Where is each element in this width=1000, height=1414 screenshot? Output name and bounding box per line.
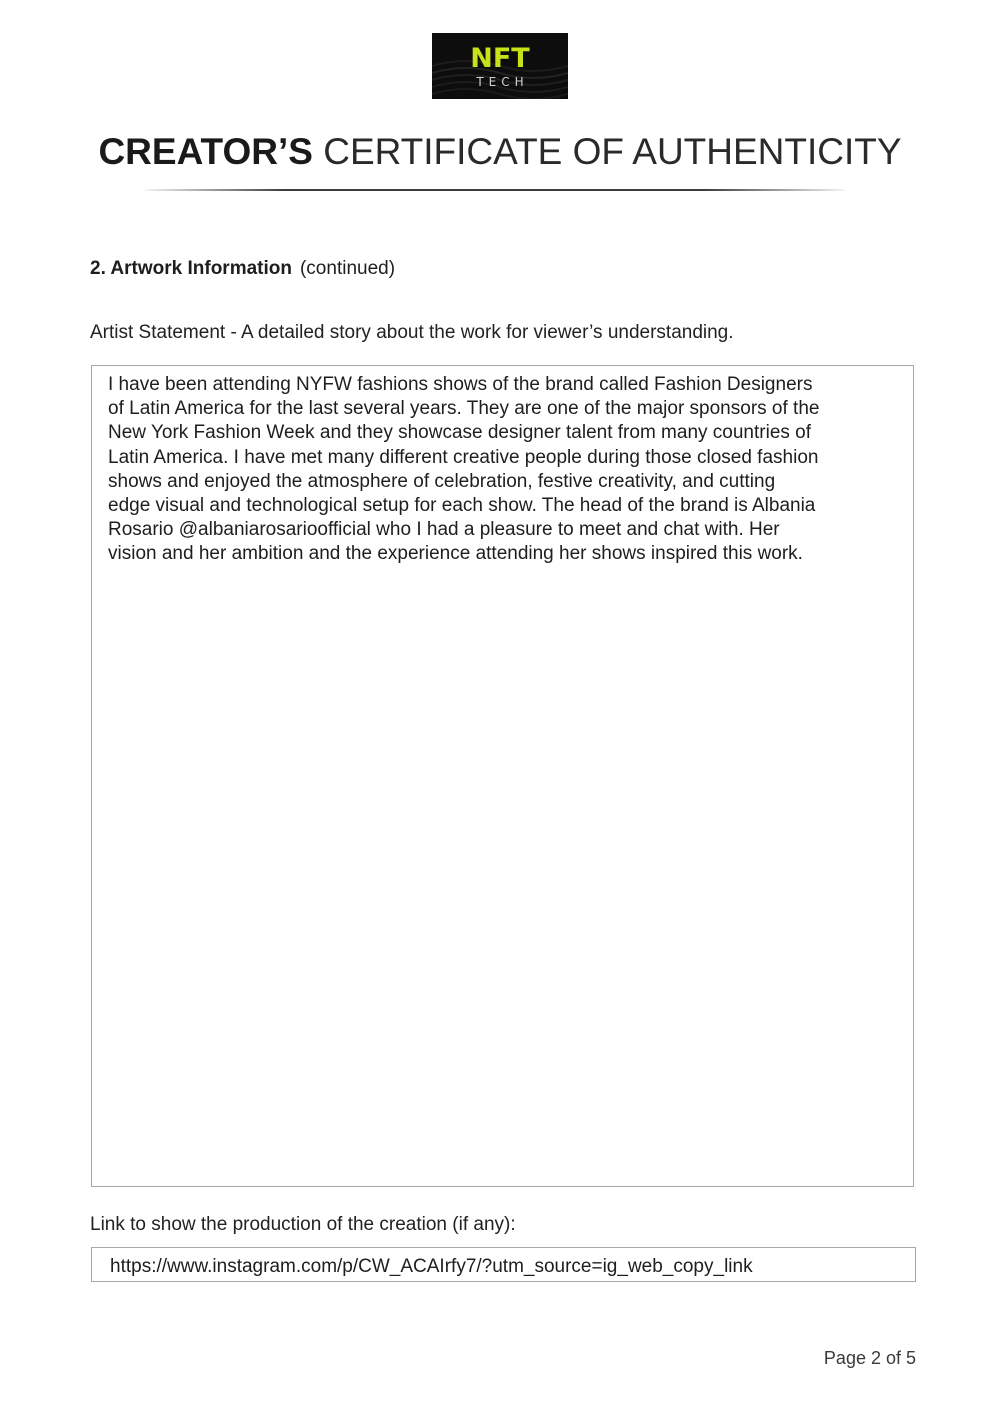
- logo-main-text: NFT: [470, 43, 530, 74]
- artist-statement-text: [108, 373, 893, 567]
- artist-statement-label: Artist Statement - A detailed story about the work for viewer’s understanding.: [90, 322, 734, 343]
- section-heading-text: 2. Artwork Information: [90, 258, 292, 279]
- page-number: Page 2 of 5: [823, 1348, 916, 1368]
- title-light: CERTIFICATE OF AUTHENTICITY: [323, 131, 902, 172]
- production-link-label: Link to show the production of the creation (if any):: [90, 1214, 516, 1235]
- title-bold: CREATOR’S: [98, 131, 313, 172]
- certificate-title: [0, 128, 1000, 176]
- statement-line: New York Fashion Week and they showcase designer talent from many countries of: [108, 422, 812, 444]
- title-divider: [145, 189, 845, 191]
- statement-line: Rosario @albaniarosarioofficial who I had a pleasure to meet and chat with. Her: [108, 519, 780, 541]
- statement-line: of Latin America for the last several years. They are one of the major sponsors of the: [108, 398, 820, 420]
- statement-line: Latin America. I have met many different creative people during those closed fashion: [108, 446, 819, 468]
- production-link-value: https://www.instagram.com/p/CW_ACAIrfy7/?utm_source=ig_web_copy_link: [110, 1256, 753, 1277]
- statement-line: I have been attending NYFW fashions shows of the brand called Fashion Designers: [108, 374, 813, 395]
- nft-tech-logo: [432, 33, 568, 99]
- statement-line: edge visual and technological setup for each show. The head of the brand is Albania: [108, 495, 816, 517]
- logo-sub-text: TECH: [476, 75, 529, 89]
- statement-line: shows and enjoyed the atmosphere of celebration, festive creativity, and cutting: [108, 470, 776, 492]
- section-subheading: (continued): [299, 258, 396, 279]
- statement-line: vision and her ambition and the experience attending her shows inspired this work.: [108, 543, 803, 565]
- section-heading: [90, 257, 395, 281]
